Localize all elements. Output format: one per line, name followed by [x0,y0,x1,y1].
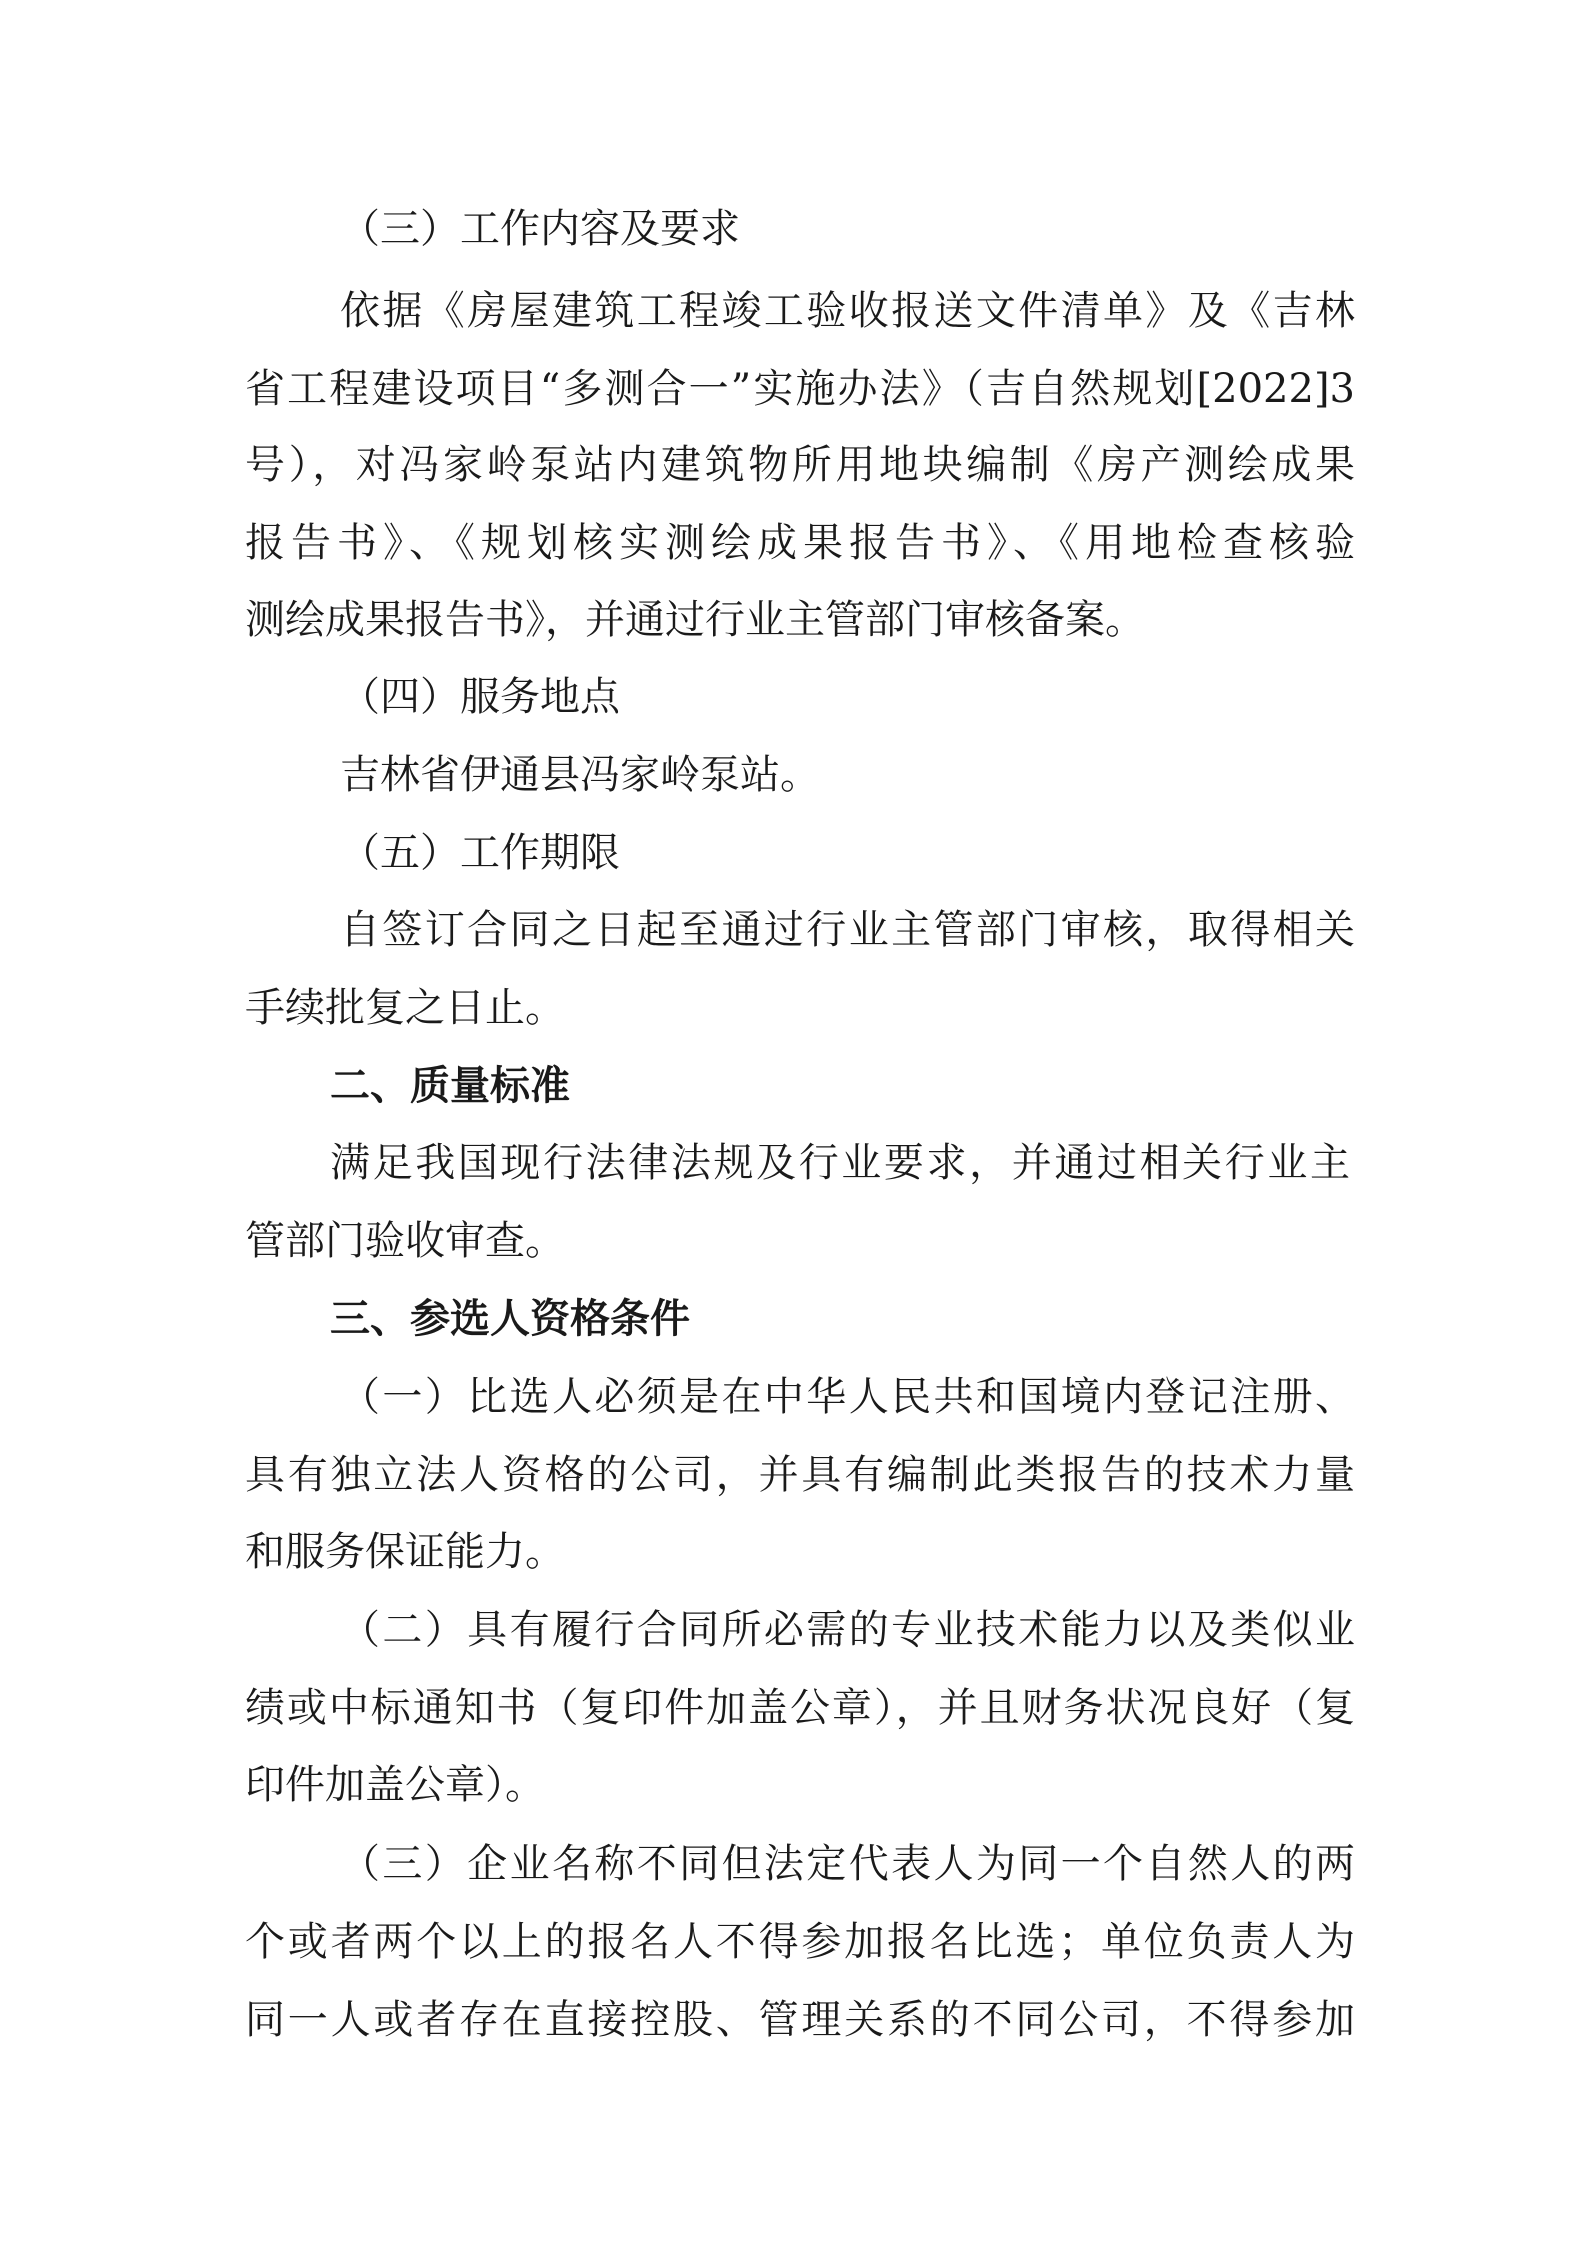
section-heading-qualification: 三、参选人资格条件 [330,1295,690,1342]
paragraph-line: 自签订合同之日起至通过行业主管部门审核，取得相关 [340,907,1355,953]
section-heading-quality-standard: 二、质量标准 [330,1062,570,1109]
paragraph-line: （一）比选人必须是在中华人民共和国境内登记注册、 [340,1374,1355,1420]
subsection-heading-service-location: （四）服务地点 [340,674,620,720]
paragraph-line: 管部门验收审查。 [245,1218,565,1264]
paragraph-line: 吉林省伊通县冯家岭泵站。 [340,752,820,798]
paragraph-line: 个或者两个以上的报名人不得参加报名比选；单位负责人为 [245,1919,1355,1965]
paragraph-line: （三）企业名称不同但法定代表人为同一个自然人的两 [340,1841,1355,1887]
paragraph-line: 具有独立法人资格的公司，并具有编制此类报告的技术力量 [245,1452,1355,1498]
paragraph-line: （二）具有履行合同所必需的专业技术能力以及类似业 [340,1607,1355,1653]
subsection-heading-work-period: （五）工作期限 [340,830,620,876]
paragraph-line: 印件加盖公章）。 [245,1762,545,1808]
paragraph-line: 和服务保证能力。 [245,1529,565,1575]
paragraph-line: 绩或中标通知书（复印件加盖公章），并且财务状况良好（复 [245,1685,1355,1731]
paragraph-line: 满足我国现行法律法规及行业要求，并通过相关行业主 [330,1140,1350,1186]
paragraph-line: 省工程建设项目“多测合一”实施办法》（吉自然规划[2022]3 [245,366,1355,412]
subsection-heading-work-content: （三）工作内容及要求 [340,206,740,252]
paragraph-line: 依据《房屋建筑工程竣工验收报送文件清单》及《吉林 [340,288,1355,334]
paragraph-line: 手续批复之日止。 [245,985,565,1031]
paragraph-line: 测绘成果报告书》，并通过行业主管部门审核备案。 [245,597,1145,643]
paragraph-line: 同一人或者存在直接控股、管理关系的不同公司，不得参加 [245,1997,1355,2043]
paragraph-line: 号），对冯家岭泵站内建筑物所用地块编制《房产测绘成果 [245,442,1355,488]
paragraph-line: 报告书》、《规划核实测绘成果报告书》、《用地检查核验 [245,520,1355,566]
